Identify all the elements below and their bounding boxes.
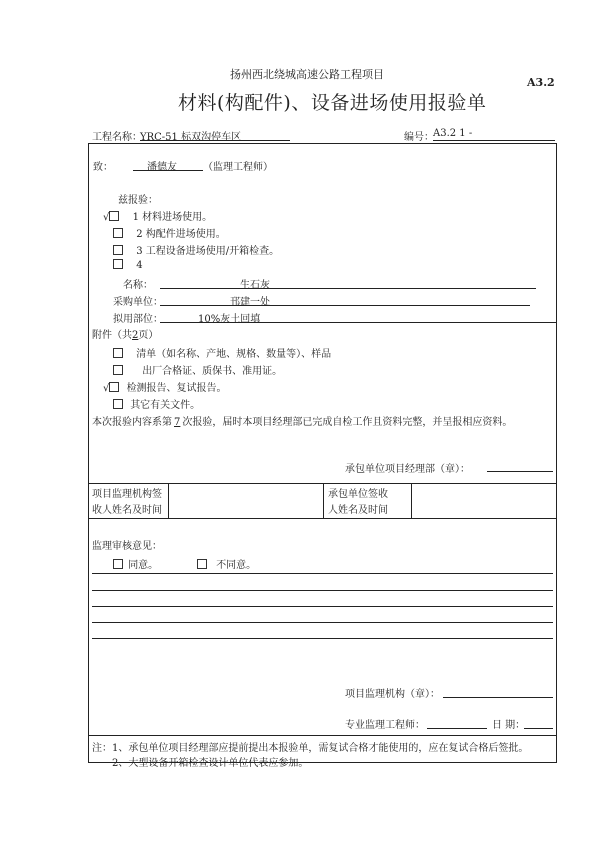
material-name-underline: [160, 288, 536, 289]
location-value: 10%灰土回填: [198, 314, 261, 325]
attachments-label: 附件（共2页）: [92, 330, 159, 341]
attachment-item-label: 出厂合格证、质保书、准用证。: [142, 366, 283, 377]
attachment-item-label: 检测报告、复试报告。: [126, 383, 227, 394]
note-1: 注：1、承包单位项目经理部应提前提出本报验单，需复试合格才能使用的，应在复试合格后签批。: [92, 743, 529, 754]
agency-sign-underline: [443, 697, 553, 698]
project-name-label: 工程名称：: [92, 132, 142, 143]
checklist-item-label: 3 工程设备进场使用/开箱检查。: [136, 246, 280, 257]
engineer-name-underline: [133, 170, 203, 171]
review-line-4: [92, 622, 553, 623]
report-intro: 兹报验：: [118, 195, 158, 206]
note-2: 2、大型设备开箱检查设计单位代表应参加。: [112, 758, 309, 769]
attachment-item-4: [113, 396, 200, 411]
to-label: 致：: [93, 162, 113, 173]
engineer-name: 潘德友: [147, 162, 177, 173]
attachment-item-label: 其它有关文件。: [130, 400, 201, 411]
checkbox-icon[interactable]: [113, 559, 123, 569]
project-name-value: YRC-51 标双沟停车区: [140, 132, 242, 143]
checkbox-icon[interactable]: [113, 259, 123, 269]
number-label: 编号：: [404, 132, 434, 143]
checkbox-icon[interactable]: [113, 348, 123, 358]
divider-notes: [88, 735, 557, 736]
sign-col-divider-2: [323, 483, 324, 518]
contractor-receiver-label: 承包单位签收 人姓名及时间: [328, 489, 388, 516]
engineer-role: （监理工程师）: [203, 162, 273, 173]
review-line-2: [92, 590, 553, 591]
contractor-sign-label: 承包单位项目经理部（章）：: [345, 464, 470, 475]
location-label: 拟用部位：: [113, 314, 163, 325]
review-line-1: [92, 573, 553, 574]
checkbox-icon[interactable]: [113, 399, 123, 409]
material-name-label: 名称：: [123, 280, 153, 291]
attachment-item-3: [103, 379, 227, 394]
disagree-label: 不同意。: [216, 560, 257, 571]
checkbox-icon[interactable]: [109, 211, 119, 221]
inspection-statement: 本次报验内容系第 7 次报验，届时本项目经理部已完成自检工作且资料完整，并呈报相应资料。: [92, 417, 513, 428]
checklist-item-label: 2 构配件进场使用。: [136, 229, 226, 240]
review-line-3: [92, 606, 553, 607]
review-label: 监理审核意见：: [92, 541, 162, 552]
date-label: 日 期：: [492, 720, 526, 731]
engineer-sign-label: 专业监理工程师：: [345, 720, 425, 731]
checkbox-icon[interactable]: [113, 365, 123, 375]
date-underline: [524, 728, 553, 729]
agree-option: [113, 556, 158, 571]
checklist-item-1: [103, 208, 212, 223]
purchase-underline: [160, 305, 530, 306]
checklist-item-2: [113, 225, 226, 240]
checklist-item-label: 1 材料进场使用。: [132, 212, 213, 223]
number-underline: [433, 140, 555, 141]
attachment-item-label: 清单（如名称、产地、规格、数量等）、样品: [136, 349, 332, 360]
project-name-underline: [140, 140, 290, 141]
checklist-item-4: [113, 259, 143, 271]
material-name-value: 生石灰: [240, 280, 270, 291]
attachment-page-count: 2: [132, 330, 139, 341]
checkbox-icon[interactable]: [113, 228, 123, 238]
contractor-sign-underline: [487, 471, 553, 472]
purchase-label: 采购单位：: [113, 297, 163, 308]
review-line-5: [92, 638, 553, 639]
checkbox-icon[interactable]: [197, 559, 207, 569]
location-underline: [160, 322, 556, 323]
sign-col-divider-3: [411, 483, 412, 518]
sign-col-divider-1: [168, 483, 169, 518]
checkbox-icon[interactable]: [109, 382, 119, 392]
project-header: 扬州西北绕城高速公路工程项目: [230, 68, 384, 81]
check-mark: √: [103, 212, 110, 223]
form-title: 材料(构配件)、设备进场使用报验单: [178, 92, 487, 114]
number-value: A3.2 1 -: [433, 128, 473, 139]
agree-label: 同意。: [128, 560, 159, 571]
checklist-item-3: [113, 242, 279, 257]
attachment-item-2: [113, 362, 282, 377]
checkbox-icon[interactable]: [113, 245, 123, 255]
agency-sign-label: 项目监理机构（章）：: [345, 689, 440, 700]
check-mark: √: [103, 383, 110, 394]
supervision-receiver-label: 项目监理机构签 收人姓名及时间: [92, 489, 162, 516]
engineer-sign-underline: [427, 728, 487, 729]
form-code: A3.2: [527, 76, 555, 89]
inspection-times: 7: [174, 417, 181, 428]
purchase-value: 邗建一处: [230, 297, 270, 308]
disagree-option: [197, 556, 256, 571]
attachment-item-1: [113, 345, 331, 360]
checklist-item-label: 4: [136, 260, 143, 271]
